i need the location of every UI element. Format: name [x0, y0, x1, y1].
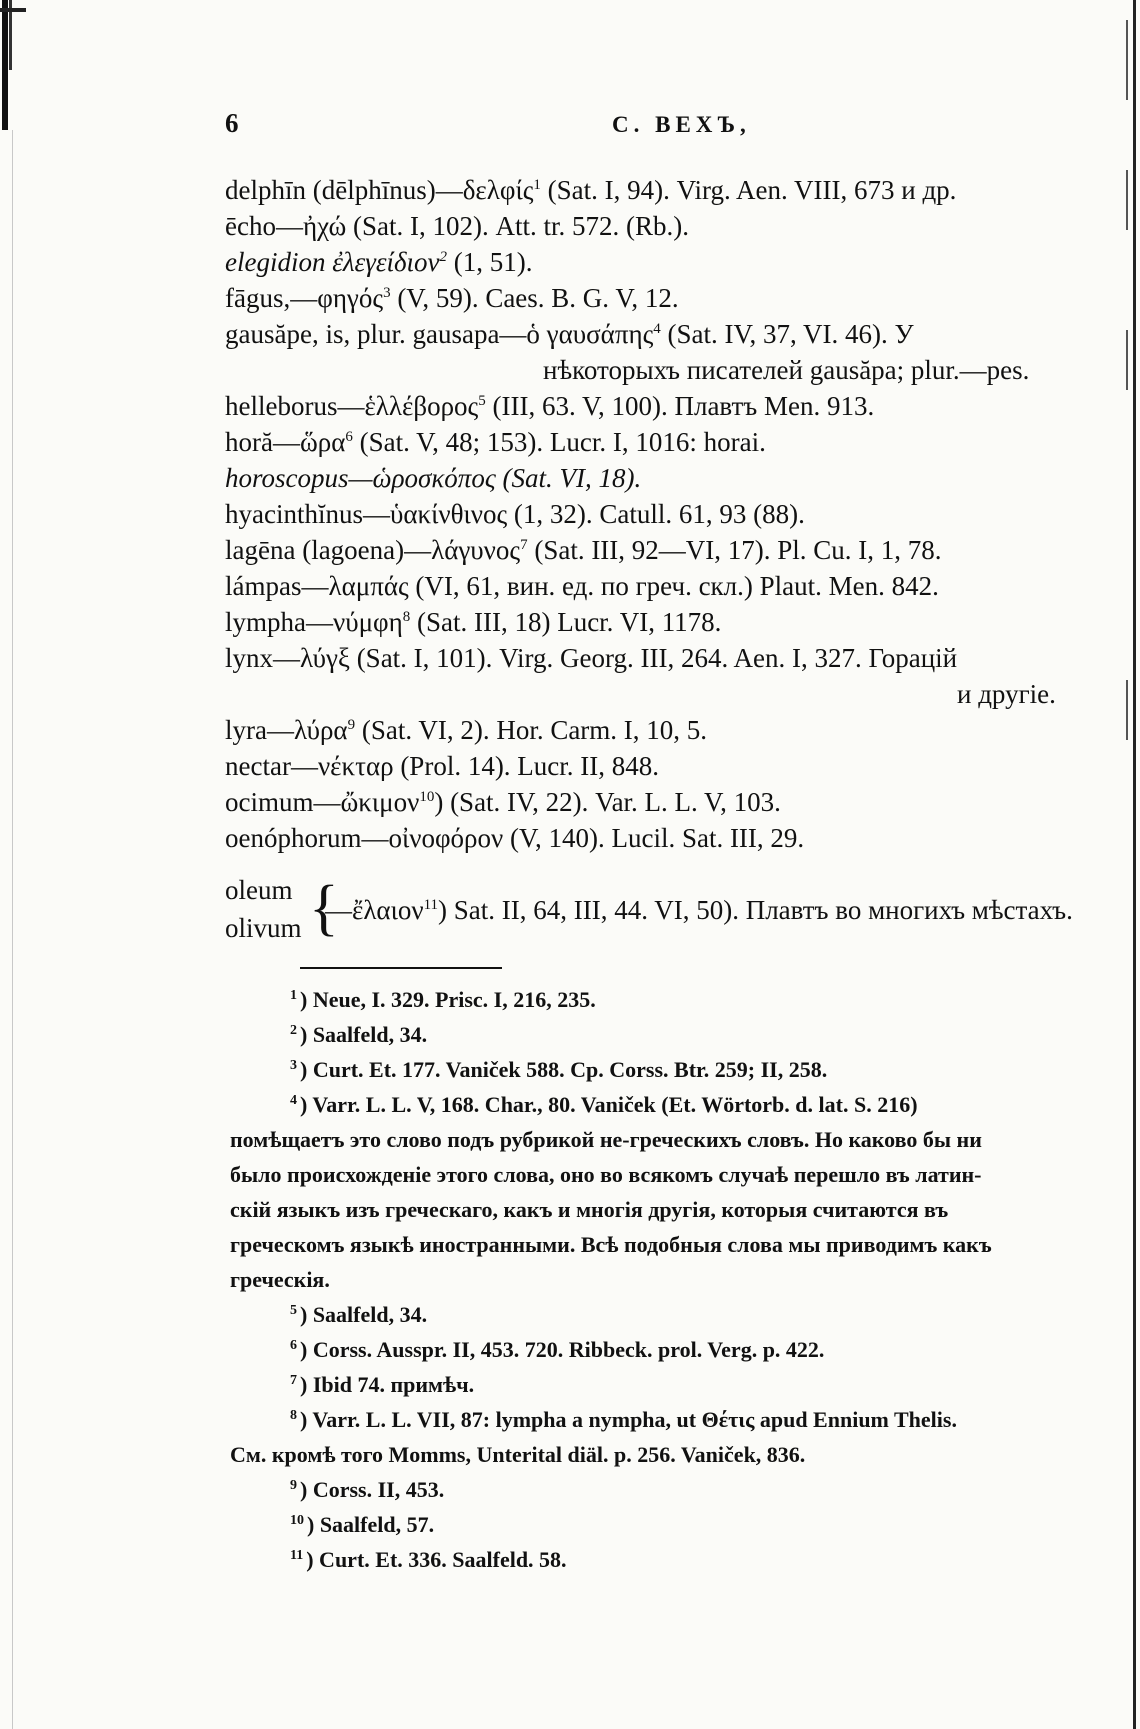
entry-gausape: gausăpe, is, plur. gausapa—ὁ γαυσάπης$^4$ (Sat. IV, 37, VI. 46). У [225, 319, 914, 349]
footnote-7: 7 ) Ibid 74. примѣч. [290, 1372, 475, 1397]
curly-brace: { [309, 874, 339, 942]
footnote-4-cont: греческомъ языкѣ иностранными. Всѣ подобныя слова мы приводимъ какъ [230, 1232, 992, 1257]
entry-helleborus: helleborus—ἑλλέβορος$^5$ (III, 63. V, 100). Плавтъ Men. 913. [225, 391, 875, 421]
footnote-4-cont: скій языкъ изъ греческаго, какъ и многія другія, которыя считаются въ [230, 1197, 949, 1222]
brace-word-olivum: olivum [225, 913, 302, 943]
entry-lampas: lámpas—λαμπάς (VI, 61, вин. ед. по греч. скл.) Plaut. Men. 842. [225, 571, 939, 601]
entry-fagus: fāgus,—φηγός$^3$ (V, 59). Caes. B. G. V, 12. [225, 283, 679, 313]
scan-right-mark [1126, 20, 1128, 100]
entry-elegidion: elegidion ἐλεγείδιον$^2$ (1, 51). [225, 247, 533, 277]
entry-hyacinthinus: hyacinthĭnus—ὑακίνθινος (1, 32). Catull. 61, 93 (88). [225, 499, 805, 529]
footnote-4-cont: помѣщаетъ это слово подъ рубрикой не-греческихъ словъ. Но каково бы ни [230, 1127, 982, 1152]
footnote-3: 3 ) Curt. Et. 177. Vaniček 588. Cp. Corss. Btr. 259; II, 258. [290, 1057, 828, 1082]
footnote-8: 8 ) Varr. L. L. VII, 87: lympha a nympha, ut Θέτις apud Ennium Thelis. [290, 1407, 957, 1432]
footnote-8-cont: См. кромѣ того Momms, Unterital diäl. p. 256. Vaniček, 836. [230, 1442, 806, 1467]
entry-echo: ēcho—ἠχώ (Sat. I, 102). Att. tr. 572. (Rb.). [225, 211, 689, 241]
entry-horoscopus: horoscopus—ὡροσκόπος (Sat. VI, 18). [225, 463, 642, 493]
entry-lynx: lynx—λύγξ (Sat. I, 101). Virg. Georg. III, 264. Aen. I, 327. Горацій [225, 643, 958, 673]
footnote-4-cont: было происхожденіе этого слова, оно во всякомъ случаѣ перешло въ латин- [230, 1162, 982, 1187]
entry-oleum-olivum [225, 875, 1105, 945]
brace-word-oleum: oleum [225, 875, 293, 905]
footnote-1: 1 ) Neue, I. 329. Prisc. I, 216, 235. [290, 987, 596, 1012]
entry-lyra: lyra—λύρα$^9$ (Sat. VI, 2). Hor. Carm. I, 10, 5. [225, 715, 708, 745]
footnote-4-cont: греческія. [230, 1267, 330, 1292]
entry-delphin: delphīn (dēlphīnus)—δελφίς$^1$ (Sat. I, 94). Virg. Aen. VIII, 673 и др. [225, 175, 957, 205]
entry-lagena: lagēna (lagoena)—λάγυνος$^7$ (Sat. III, 92—VI, 17). Pl. Cu. I, 1, 78. [225, 535, 942, 565]
entry-hora: horă—ὥρα$^6$ (Sat. V, 48; 153). Lucr. I, 1016: horai. [225, 427, 766, 457]
scan-artifact-tick [0, 8, 26, 12]
entry-lympha: lympha—νύμφη$^8$ (Sat. III, 18) Lucr. VI, 1178. [225, 607, 722, 637]
footnote-4: 4 ) Varr. L. L. V, 168. Char., 80. Vaniček (Et. Wörtorb. d. lat. S. 216) [290, 1092, 918, 1117]
scan-left-edge [0, 0, 26, 1729]
page-number: 6 [225, 108, 239, 138]
page-header [0, 108, 1140, 148]
scan-right-mark [1126, 170, 1128, 230]
entry-lynx-continuation: и другіе. [957, 679, 1056, 709]
footnote-10: 10 ) Saalfeld, 57. [290, 1512, 435, 1537]
scan-gutter-line [12, 130, 13, 1729]
footnote-separator [300, 967, 502, 969]
footnote-9: 9 ) Corss. II, 453. [290, 1477, 445, 1502]
brace-entry-text: —ἔλαιον$^{11}$) Sat. II, 64, III, 44. VI, 50). Плавтъ во многихъ мѣстахъ. [325, 895, 1073, 925]
scan-right-edge [1133, 0, 1136, 1729]
scan-right-mark [1126, 680, 1128, 740]
entry-oenophorum: oenóphorum—οἰνοφόρον (V, 140). Lucil. Sat. III, 29. [225, 823, 805, 853]
footnote-5: 5 ) Saalfeld, 34. [290, 1302, 428, 1327]
scan-right-mark [1126, 330, 1128, 390]
footnote-6: 6 ) Corss. Ausspr. II, 453. 720. Ribbeck. prol. Verg. p. 422. [290, 1337, 825, 1362]
footnote-11: 11 ) Curt. Et. 336. Saalfeld. 58. [290, 1547, 567, 1572]
footnote-2: 2 ) Saalfeld, 34. [290, 1022, 428, 1047]
entry-ocimum: ocimum—ὤκιμον$^{10}$) (Sat. IV, 22). Var. L. L. V, 103. [225, 787, 781, 817]
entry-nectar: nectar—νέκταρ (Prol. 14). Lucr. II, 848. [225, 751, 660, 781]
entry-gausape-continuation: нѣкоторыхъ писателей gausăpa; plur.—pes. [543, 355, 1030, 385]
running-head: С. ВЕХЪ, [612, 112, 751, 137]
